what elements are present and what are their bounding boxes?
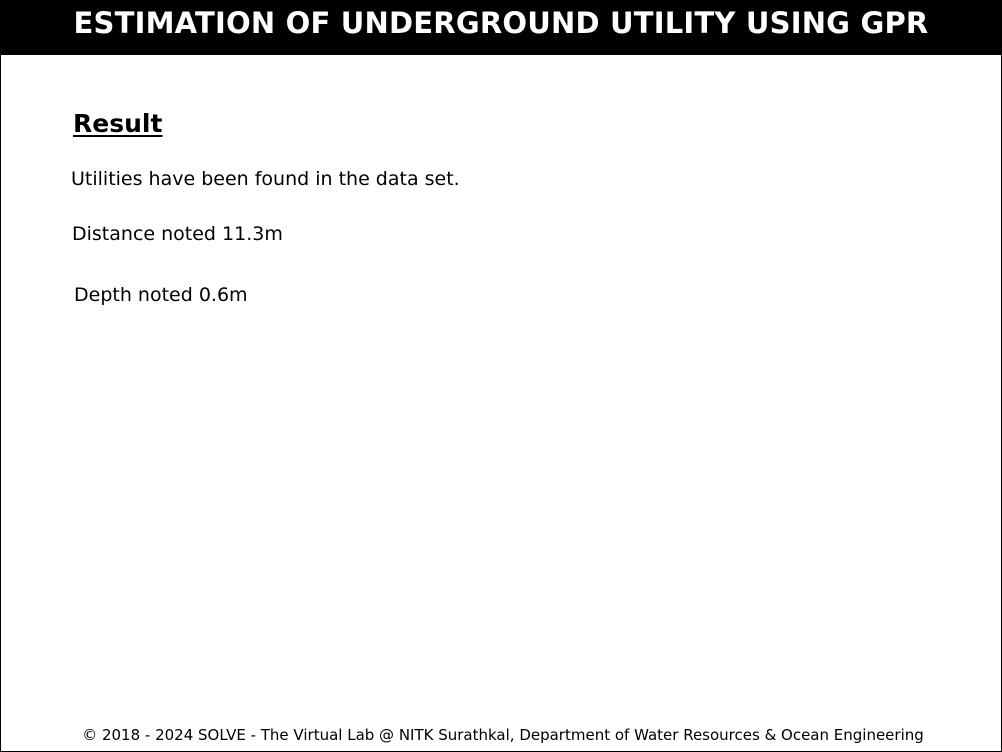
result-heading: Result	[73, 109, 163, 138]
depth-noted-text: Depth noted 0.6m	[74, 284, 248, 306]
page-title: ESTIMATION OF UNDERGROUND UTILITY USING GPR	[73, 6, 929, 40]
page-header	[1, 1, 1001, 55]
distance-noted-text: Distance noted 11.3m	[72, 223, 283, 245]
footer-copyright: © 2018 - 2024 SOLVE - The Virtual Lab @ NITK Surathkal, Department of Water Resources & Ocean Engineering	[82, 726, 924, 744]
result-summary-text: Utilities have been found in the data set.	[71, 168, 460, 190]
page-footer	[1, 723, 1001, 747]
